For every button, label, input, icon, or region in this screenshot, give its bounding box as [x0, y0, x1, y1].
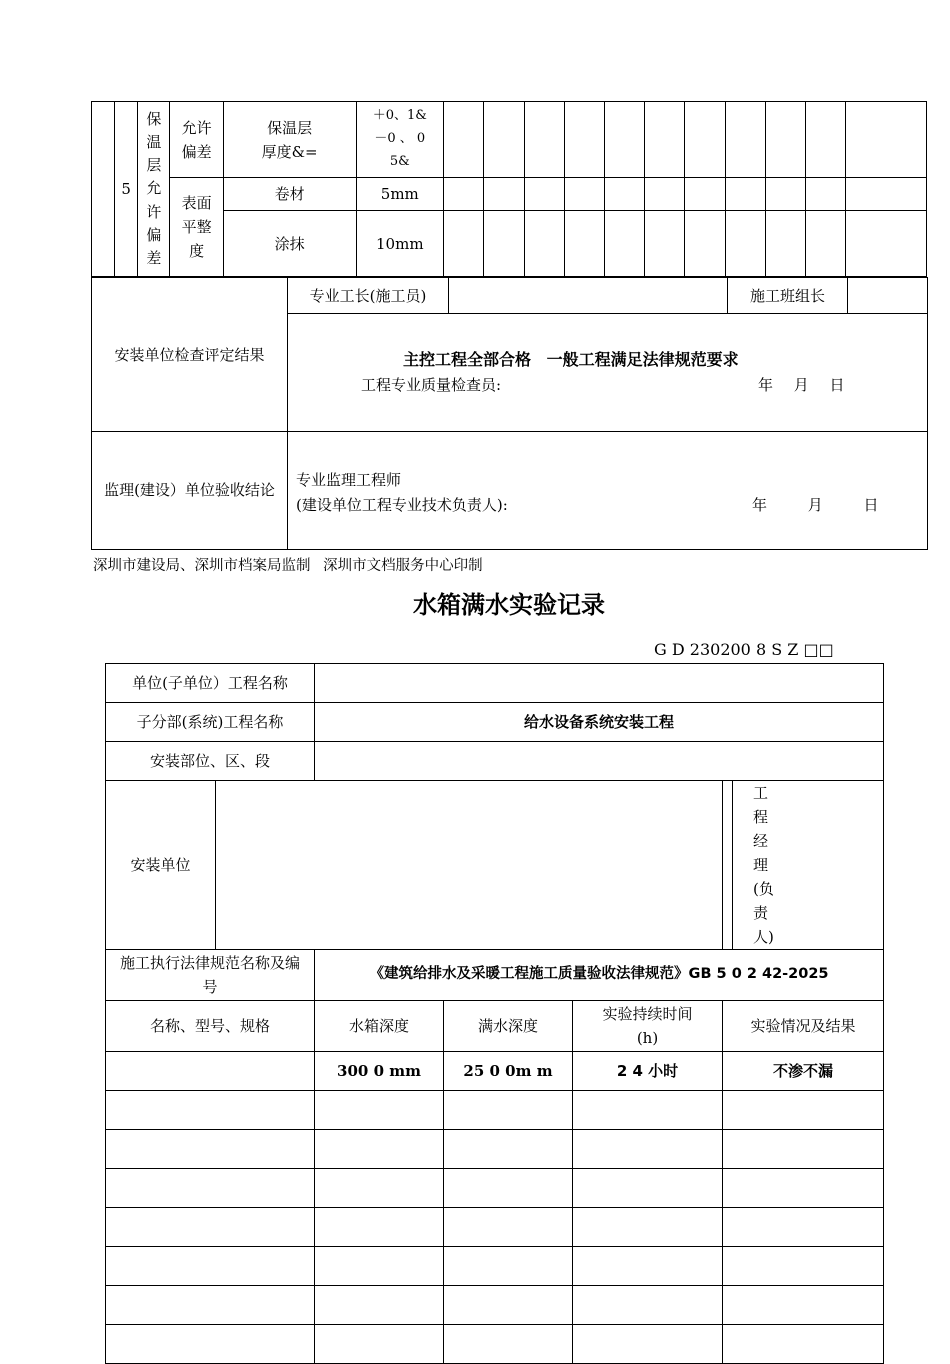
header-tank-depth: 水箱深度 — [315, 1001, 444, 1052]
sub-system-value: 给水设备系统安装工程 — [315, 703, 884, 742]
group-label-insulation — [138, 102, 170, 277]
table-row — [106, 1247, 884, 1286]
row-tank-depth — [315, 1325, 444, 1364]
check-cell — [564, 102, 604, 178]
install-check-label: 安装单位检查评定结果 — [92, 278, 288, 432]
row-fill-depth — [444, 1247, 573, 1286]
row-name — [106, 1208, 315, 1247]
check-cell — [806, 102, 846, 178]
supervision-label-text: 监理(建设）单位验收结论 — [104, 480, 275, 499]
document-title: 水箱满水实验记录 — [413, 591, 605, 619]
check-cell — [645, 211, 685, 277]
row-name — [106, 1169, 315, 1208]
allow-label-text: 允许偏差 — [181, 118, 212, 161]
document-code: G D 230200 8 S Z □□ — [654, 640, 834, 659]
roll-label: 卷材 — [223, 178, 356, 211]
check-cell — [444, 178, 484, 211]
check-cell — [524, 178, 564, 211]
thickness-tolerance: ＋0、1& －0 、 0 5& — [356, 102, 444, 178]
row-duration — [573, 1286, 723, 1325]
check-cell — [604, 102, 644, 178]
header-duration: 实验持续时间 (h) — [573, 1001, 723, 1052]
row-duration: 2 4 小时 — [573, 1052, 723, 1091]
check-cell — [645, 102, 685, 178]
check-cell — [725, 178, 765, 211]
pm-label: 工程经理 (负责人) — [723, 781, 733, 950]
coat-label: 涂抹 — [223, 211, 356, 277]
check-cell — [484, 178, 524, 211]
check-cell — [725, 211, 765, 277]
standard-value: 《建筑给排水及采暖工程施工质量验收法律规范》GB 5 0 2 42-2025 — [315, 950, 884, 1001]
thickness-label: 保温层 厚度&= — [223, 102, 356, 178]
header-name-model: 名称、型号、规格 — [106, 1001, 315, 1052]
row-tank-depth — [315, 1208, 444, 1247]
header-result: 实验情况及结果 — [723, 1001, 884, 1052]
install-result-cell — [288, 314, 928, 432]
row-fill-depth: 25 0 0m m — [444, 1052, 573, 1091]
surface-label — [170, 178, 223, 277]
group-label-text: 保温层允许偏差 — [146, 109, 162, 268]
row-fill-depth — [444, 1091, 573, 1130]
check-cell — [484, 102, 524, 178]
tank-test-table — [105, 663, 884, 1364]
sub-system-label: 子分部(系统)工程名称 — [106, 703, 315, 742]
row-fill-depth — [444, 1130, 573, 1169]
check-cell — [564, 211, 604, 277]
check-cell — [564, 178, 604, 211]
footer-note: 深圳市建设局、深圳市档案局监制 深圳市文档服务中心印制 — [93, 558, 483, 574]
inspector-label: 工程专业质量检查员: — [361, 376, 502, 394]
row-name — [106, 1052, 315, 1091]
row-name — [106, 1130, 315, 1169]
row-duration — [573, 1325, 723, 1364]
row-name — [106, 1091, 315, 1130]
check-cell — [685, 102, 725, 178]
check-cell — [765, 102, 805, 178]
install-unit-label: 安装单位 — [106, 781, 216, 950]
row-name — [106, 1247, 315, 1286]
row-duration — [573, 1208, 723, 1247]
row-tank-depth: 300 0 mm — [315, 1052, 444, 1091]
check-cell — [524, 211, 564, 277]
check-cell-wide — [846, 178, 927, 211]
check-cell — [806, 211, 846, 277]
check-cell — [645, 178, 685, 211]
supervision-date: 年 月 日 — [752, 496, 879, 514]
table-row — [106, 1091, 884, 1130]
row-tank-depth — [315, 1169, 444, 1208]
table-row — [106, 1052, 884, 1091]
standard-label — [106, 950, 315, 1001]
table-row — [106, 1208, 884, 1247]
header-fill-depth: 满水深度 — [444, 1001, 573, 1052]
team-leader-value — [848, 278, 928, 314]
table-row — [106, 1286, 884, 1325]
supervision-engineer: 专业监理工程师 — [296, 471, 402, 489]
check-cell — [524, 102, 564, 178]
team-leader-label: 施工班组长 — [728, 278, 848, 314]
allow-label — [170, 102, 223, 178]
check-cell — [725, 102, 765, 178]
unit-project-value — [315, 664, 884, 703]
supervision-label — [92, 432, 288, 550]
check-cell — [806, 178, 846, 211]
check-cell — [604, 211, 644, 277]
row-result — [723, 1208, 884, 1247]
check-cell — [685, 211, 725, 277]
row-duration — [573, 1247, 723, 1286]
row-name — [106, 1286, 315, 1325]
blank-left-cell — [92, 102, 115, 277]
row-result — [723, 1325, 884, 1364]
foreman-value — [449, 278, 728, 314]
install-part-value — [315, 742, 884, 781]
row-tank-depth — [315, 1091, 444, 1130]
row-duration — [573, 1091, 723, 1130]
check-cell — [765, 178, 805, 211]
roll-value: 5mm — [356, 178, 444, 211]
inspection-date: 年 月 日 — [758, 376, 845, 394]
table-row — [106, 1169, 884, 1208]
table-row — [106, 1325, 884, 1364]
coat-value: 10mm — [356, 211, 444, 277]
install-result-text: 主控工程全部合格 一般工程满足法律规范要求 — [403, 350, 739, 369]
row-result — [723, 1286, 884, 1325]
row-result — [723, 1130, 884, 1169]
result-table — [91, 277, 928, 550]
row-fill-depth — [444, 1169, 573, 1208]
check-cell — [444, 102, 484, 178]
upper-form-table — [91, 101, 927, 277]
unit-project-label: 单位(子单位）工程名称 — [106, 664, 315, 703]
check-cell — [444, 211, 484, 277]
client-tech-lead: (建设单位工程专业技术负责人): — [296, 496, 508, 514]
row-name — [106, 1325, 315, 1364]
check-cell — [765, 211, 805, 277]
row-duration — [573, 1169, 723, 1208]
row-fill-depth — [444, 1286, 573, 1325]
surface-label-text: 表面平整度 — [181, 194, 212, 260]
row-number: 5 — [115, 102, 138, 277]
check-cell — [685, 178, 725, 211]
supervision-cell — [288, 432, 928, 550]
row-tank-depth — [315, 1286, 444, 1325]
check-cell — [604, 178, 644, 211]
row-result — [723, 1169, 884, 1208]
row-tank-depth — [315, 1130, 444, 1169]
row-result: 不渗不漏 — [723, 1052, 884, 1091]
check-cell-wide — [846, 102, 927, 178]
table-row — [106, 1130, 884, 1169]
check-cell — [484, 211, 524, 277]
install-part-label: 安装部位、区、段 — [106, 742, 315, 781]
row-fill-depth — [444, 1208, 573, 1247]
row-tank-depth — [315, 1247, 444, 1286]
row-result — [723, 1091, 884, 1130]
standard-label-text: 施工执行法律规范名称及编号 — [119, 954, 300, 996]
check-cell-wide — [846, 211, 927, 277]
foreman-label: 专业工长(施工员) — [288, 278, 449, 314]
row-duration — [573, 1130, 723, 1169]
row-result — [723, 1247, 884, 1286]
row-fill-depth — [444, 1325, 573, 1364]
install-unit-value — [216, 781, 723, 950]
